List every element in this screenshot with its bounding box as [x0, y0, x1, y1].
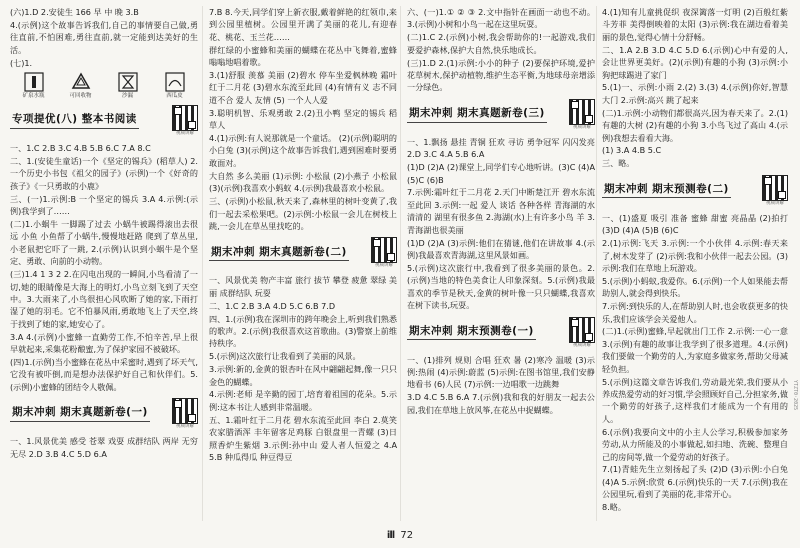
answer-column-2	[209, 6, 397, 524]
answer-line: 四、1.(示例)我在深圳市的跨年晚会上,听到我们熟悉的歌声。2.(示例)我很喜欢这首歌曲。(3)警察上前维持秩序。	[209, 313, 397, 349]
answer-line: 三、(一)1.示例:B 一个坚定的锡兵 3.A 4.示例:(示例)我学到了……	[10, 193, 198, 217]
qr-code[interactable]	[569, 317, 595, 349]
answer-line: (三)1.D 2.(1)示例:小小的种子 (2)要保护环境,爱护花草树木,保护动植物,维护生态平衡,为地球母亲增添一分绿色。	[407, 57, 595, 93]
answer-line: 4.(1)知有儿童挑促织 夜深篱落一灯明 (2)百般红紫斗芳菲 美得倒映着的太阳 (3)示例:我在湖边看着美丽的景色,觉得心情十分舒畅。	[602, 7, 788, 42]
answer-line: 4.(1)示例:有人说那就是一个童话。 (2)(示例)聪明的小白兔 (3)(示例)这个故事告诉我们,遇到困难时要勇敢面对。	[209, 133, 397, 168]
column-divider	[202, 6, 203, 521]
waste-symbol	[64, 71, 98, 100]
qr-code[interactable]	[172, 105, 198, 137]
qr-code[interactable]	[172, 398, 198, 430]
waste-symbol	[111, 71, 145, 100]
answer-column-3	[407, 6, 595, 524]
page-footer	[0, 528, 800, 544]
answer-line: (三)1.4 1 3 2 2.在闪电出现的一瞬间,小鸟看清了一切,她的眼睛像是大海上的明灯,小鸟立刻飞到了天空中。3.大雨来了,小鸟很担心风吹断了她的家,下雨打湿了她的羽毛。它不怕暴风雨,勇敢地飞上了天空,终于找到了她的家,她安心了。	[10, 269, 198, 329]
section-header	[10, 398, 198, 430]
waste-symbol	[17, 71, 51, 100]
section-title: 期末冲刺 期末预测卷(二)	[602, 183, 731, 198]
symbol-label: 沙漏	[121, 93, 133, 100]
answer-column-4	[602, 6, 788, 524]
answer-line: 5.(示例)这次旅行中,我看到了很多美丽的景色。2.(示例)当地的特色美食让人印象深刻。5.(示例)我最喜欢的季节是秋天,金黄的树叶像一只只蝴蝶,我喜欢在树下读书,玩耍。	[407, 262, 595, 311]
answer-line: 6.(示例)我要向文中的小主人公学习,积极参加家务劳动,从力所能及的小事做起,如扫地、洗碗、整理自己的房间等,做一个爱劳动的好孩子。	[602, 426, 788, 462]
page-number: 72	[400, 530, 414, 541]
answer-line: (二)1.C 2.(示例)小树,我会帮助你的!一起游戏,我们要爱护森林,保护大自然,快乐地成长。	[407, 32, 595, 55]
symbol-label: 矿泉水瓶	[22, 93, 45, 100]
answer-line: 7.示例:霜叶红于二月花 2.天门中断楚江开 碧水东流至此回 3.示例:一起 爱人 谈话 各种各样 青海湖的水清清的 湖里有很多鱼 2.海湖(水)上有许多小鸟 羊 3.青海湖也很美丽	[407, 187, 595, 235]
answer-line: (二)1.示例:小动物们都很高兴,因为春天来了。2.(1)有趣的大树 (2)有趣的小狗 3.小鸟飞过了高山 4.(示例)我想去看看大海。	[602, 107, 788, 143]
recycle-symbol-icon	[17, 71, 51, 93]
answer-line: 六、(一)1.① ② ③ 2.文中指针在画面一动也不动。3.(示例)小树和小鸟一起在这里玩耍。	[407, 7, 595, 30]
answer-line: 三、(示例)小松鼠,秋天来了,森林里的树叶变黄了,我们一起去采松果吧。(2)示例:小松鼠一会儿在树枝上跳,一会儿在草丛里找吃的。	[209, 196, 397, 231]
section-header	[407, 317, 595, 349]
answer-line: 一、(1)排列 规则 合唱 狂欢 暑 (2)寒冷 温暖 (3)示例:热闹 (4)示例:蔚蓝 (5)示例:在图书馆里,我们安静地看书 (6)人民 (7)示例:一边唱歌一边跳舞	[407, 354, 595, 390]
section-header	[602, 175, 788, 207]
qr-label: 视频讲解	[176, 131, 194, 137]
answer-line: 一、风景优美 物产丰富 旅行 拔节 攀登 疲惫 翠绿 美丽 成群结队 玩耍	[209, 275, 397, 298]
answer-line: (七)1.	[10, 57, 33, 68]
qr-code-icon	[569, 317, 595, 343]
answer-line: (二)1.小蜗牛 一脚踢了过去 小蜗牛被踢得滚出去很远 小鱼 小鱼帮了小蜗牛,慢慢地赶路 爬到了草丛里,小老鼠把它吓了一跳, 2.(示例)认识到小蜗牛是个坚定、勇敢、向前的小动物。	[10, 218, 198, 267]
answer-line: 3.聪明机智、乐观勇敢 2.(2)丑小鸭 坚定的锡兵 稻草人	[209, 107, 397, 131]
answer-line: (六)1.D 2.安徒生 166 早 中 晚 3.B	[10, 7, 139, 17]
answer-line: (1)D (2)A (3)示例:他们在猜谜,他们在讲故事 4.(示例)我最喜欢青海湖,这里风景如画。	[407, 237, 595, 260]
answer-column-1	[10, 6, 198, 524]
column-divider	[400, 6, 401, 521]
qr-code[interactable]	[371, 237, 397, 269]
answer-line: (1)D (2)A (2)课堂上,同学们专心地听讲。(3)C (4)A (5)C (6)B	[407, 162, 595, 185]
answer-line: 三、略。	[602, 158, 635, 169]
recycle-symbol-icon	[111, 71, 145, 93]
qr-code-icon	[172, 398, 198, 424]
answer-line: 二、1.A 2.B 3.D 4.C 5.D 6.(示例)心中有爱的人,会让世界更美好。(2)(示例)有趣的小狗 (3)示例:小狗把球踢进了家门	[602, 44, 788, 80]
answer-line: 3.示例:新的,金黄的银杏叶在风中翩翩起舞,像一只只金色的蝴蝶。	[209, 364, 397, 387]
answer-line: 一、1.飘扬 悬挂 青铜 狂欢 寻访 勇争冠军 闪闪发亮 2.D 3.C 4.A 5.B 6.A	[407, 136, 595, 160]
answer-line: 大自然 多么美丽 (1)示例: 小松鼠 (2)小燕子 小松鼠 (3)(示例)我喜欢小蚂蚁 4.(示例)我最喜欢小松鼠。	[209, 170, 397, 194]
answer-line: 一、(1)盛夏 吸引 准备 蜜蜂 甜蜜 亮晶晶 (2)拍打 (3)D (4)A (5)B (6)C	[602, 212, 788, 236]
answer-line: 3.(1)舒服 羡慕 美丽 (2)碧水 停车坐爱枫林晚 霜叶红于二月花 (3)碧水东流至此回 (4)有情有义 志不同道不合 爱人 友情 (5) 一个人人爱	[209, 70, 397, 105]
section-title: 期末冲刺 期末真题新卷(三)	[407, 107, 547, 122]
answer-line: 二、1.(安徒生童话)一个《坚定的锡兵》(稻草人) 2.一个历史小书包《祖父的园子》(示例)一个《好奇的孩子》《一只勇敢的小鹿》	[10, 155, 198, 191]
qr-code-icon	[172, 105, 198, 131]
answer-line: 群红绿的小蜜蜂和美丽的蝴蝶在花丛中飞舞着,蜜蜂嗡嗡地唱着歌。	[209, 44, 397, 68]
answer-line: (四)1.(示例)当小蜜蜂在花丛中采蜜时,遇到了坏天气,它没有被吓倒,而是想办法保护好自己和伙伴们。5.(示例)小蜜蜂的团结令人敬佩。	[10, 356, 198, 392]
qr-code-icon	[371, 237, 397, 263]
waste-sorting-symbols	[10, 71, 198, 100]
qr-label: 视频讲解	[766, 200, 784, 206]
section-header	[209, 237, 397, 269]
waste-symbol	[158, 71, 192, 100]
answer-line: 5.(示例)这次旅行让我看到了美丽的风景。	[209, 351, 361, 362]
answer-line: 一、1.风景优美 感受 苍翠 戏耍 成群结队 两岸 无穷无尽 2.D 3.B 4.C 5.D 6.A	[10, 436, 198, 459]
answer-line: 一、1.C 2.B 3.C 4.B 5.B 6.C 7.A 8.C	[10, 143, 151, 154]
section-title: 期末冲刺 期末真题新卷(一)	[10, 406, 150, 421]
answer-line: 二、1.C 2.B 3.A 4.D 5.C 6.B 7.D	[209, 300, 336, 311]
answer-line: 7.(1)青蛙先生立刻扬起了头 (2)D (3)示例:小白兔 (4)A 5.示例:欣赏 6.(示例)快乐的一天 7.(示例)我在公园里玩,看到了美丽的花,非常开心。	[602, 464, 788, 500]
symbol-label: 西瓜皮	[166, 93, 183, 100]
answer-line: 3.D 4.C 5.B 6.A 7.(示例)我和我的好朋友一起去公园,我们在草地上放风筝,在花丛中捉蝴蝶。	[407, 392, 595, 415]
column-divider	[596, 6, 597, 521]
section-title: 专项提优(八) 整本书阅读	[10, 113, 139, 128]
answer-line: 2.(1)示例:飞天 3.示例:一个小伙伴 4.示例:春天来了,树木发芽了 (2)示例:我和小伙伴一起去公园。(3)示例:我们在草地上玩游戏。	[602, 238, 788, 273]
answer-line: (1) 3.A 4.B 5.C	[602, 145, 662, 156]
recycle-symbol-icon	[64, 71, 98, 93]
answer-line: 5.(示例)这篇文章告诉我们,劳动最光荣,我们要从小养成热爱劳动的好习惯,学会照顾好自己,分担家务,做一个勤劳的好孩子,这样我们才能成为一个有用的人。	[602, 376, 788, 424]
answer-line: (二)1.(示例)蜜蜂,早起就出门工作 2.示例:一心一意 3.(示例)有趣的故事让我学到了很多道理。4.(示例)我们要做一个勤劳的人,为家庭多做家务,帮助父母减轻负担。	[602, 326, 788, 374]
section-title: 期末冲刺 期末真题新卷(二)	[209, 246, 349, 261]
section-title: 期末冲刺 期末预测卷(一)	[407, 325, 536, 340]
answer-line: 5.(示例)小蚂蚁,我爱你。6.(示例)一个人如果能去帮助别人,就会得到快乐。	[602, 275, 788, 299]
answer-line: 5.(1)一、示例:小雨 2.(2) 3.(3) 4.(示例)你好,智慧大门 2.示例:高兴 跳了起来	[602, 82, 788, 105]
answer-line: 4.(示例)这个故事告诉我们,自己的事情要自己做,勇往直前,不怕困难,勇往直前,就一定能到达美好的生活。	[10, 19, 198, 55]
publisher-mark: ill	[386, 530, 395, 541]
qr-label: 视频讲解	[176, 424, 194, 430]
section-header	[407, 99, 595, 131]
answer-line: 3.A 4.(示例)小蜜蜂一直勤劳工作,不怕辛苦,早上很早就起来,采集花粉酿蜜,为了保护家园不被破坏。	[10, 331, 198, 355]
answer-line: 4.示例:老师 是辛勤的园丁,培育着祖国的花朵。5.示例:这本书让人感到非常温暖。	[209, 389, 397, 412]
symbol-label: 可回收物	[69, 93, 92, 100]
answer-line: 五、1.霜叶红于二月花 碧水东流至此回 李白 2.莫笑农家腊酒浑 丰年留客足鸡豚 白银盘里一青螺 (3)日照香炉生紫烟 3.示例:孙中山 爱人者人恒爱之 4.A 5.B 种瓜得瓜 种豆得豆	[209, 414, 397, 462]
qr-label: 视频讲解	[573, 342, 591, 348]
answer-line: 7.B 8.今天,同学们穿上新衣服,戴着鲜艳的红领巾,来到公园里植树。公园里开满了美丽的花儿,有迎春花、桃花、玉兰花……	[209, 7, 397, 42]
qr-label: 视频讲解	[573, 124, 591, 130]
answer-line: 7.示例:到快乐的人,在帮助别人时,也会收获更多的快乐,我们应该学会关爱他人。	[602, 301, 788, 324]
qr-code[interactable]	[762, 175, 788, 207]
section-header	[10, 105, 198, 137]
qr-code-icon	[762, 175, 788, 201]
answer-line: 8.略。	[602, 502, 626, 513]
side-code: YTZT0·2025	[792, 380, 798, 411]
qr-label: 视频讲解	[375, 263, 393, 269]
qr-code-icon	[569, 99, 595, 125]
qr-code[interactable]	[569, 99, 595, 131]
recycle-symbol-icon	[158, 71, 192, 93]
